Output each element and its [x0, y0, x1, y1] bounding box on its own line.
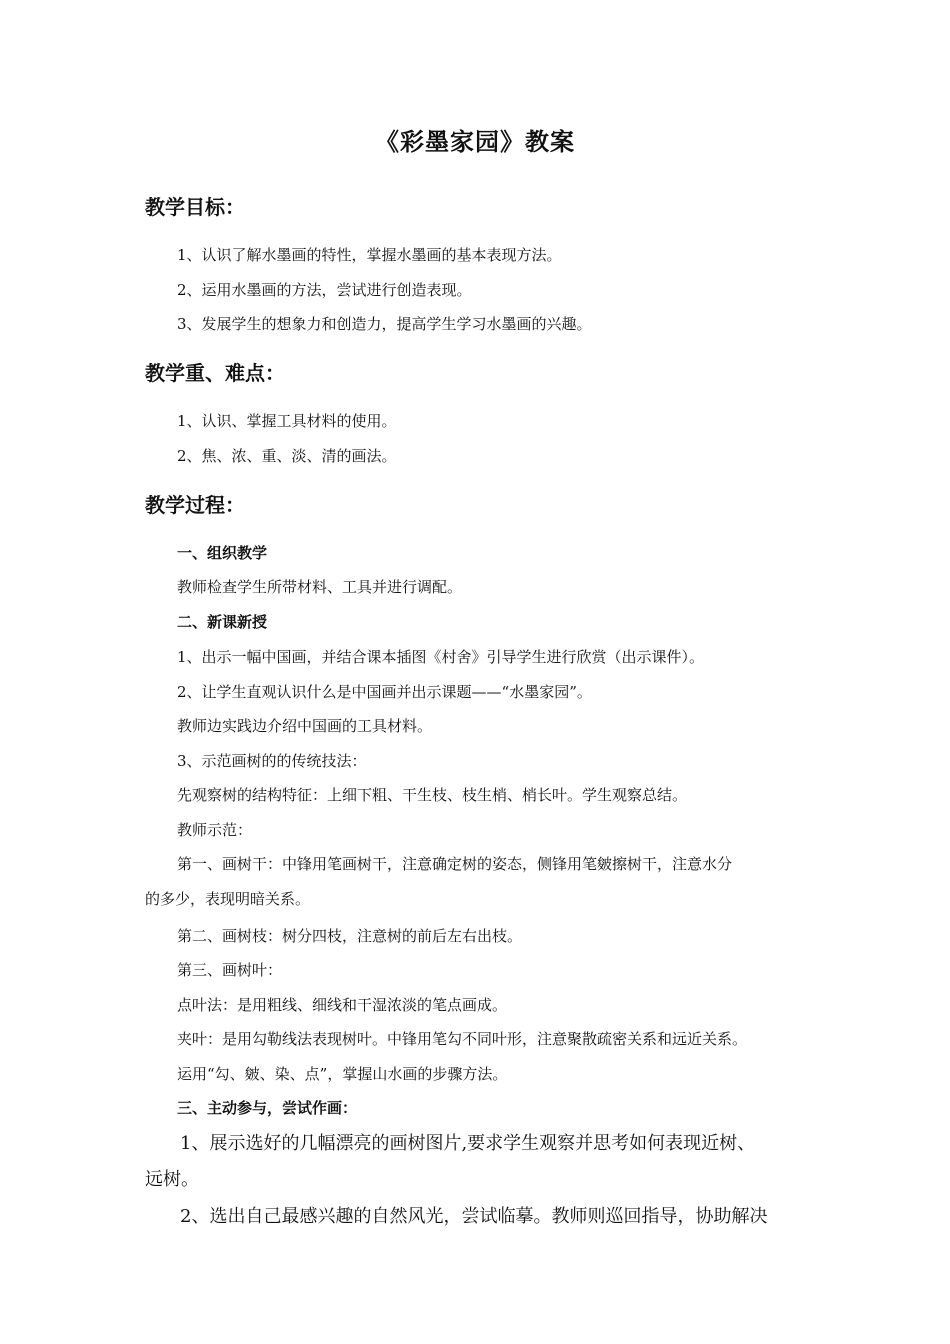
paragraph: 1、出示一幅中国画，并结合课本插图《村舍》引导学生进行欣赏（出示课件）。 [177, 648, 705, 666]
paragraph: 2、选出自己最感兴趣的自然风光，尝试临摹。教师则巡回指导，协助解决 [180, 1206, 768, 1227]
section-heading: 二、新课新授 [177, 613, 268, 631]
objective-item: 3、发展学生的想象力和创造力，提高学生学习水墨画的兴趣。 [177, 315, 592, 333]
paragraph: 先观察树的结构特征：上细下粗、干生枝、枝生梢、梢长叶。学生观察总结。 [177, 786, 688, 804]
paragraph: 第一、画树干：中锋用笔画树干，注意确定树的姿态，侧锋用笔皴擦树干，注意水分 [177, 855, 733, 873]
paragraph: 夹叶：是用勾勒线法表现树叶。中锋用笔勾不同叶形，注意聚散疏密关系和远近关系。 [177, 1030, 748, 1048]
paragraph: 1、展示选好的几幅漂亮的画树图片,要求学生观察并思考如何表现近树、 [180, 1133, 756, 1154]
objectives-heading: 教学目标： [145, 195, 245, 219]
paragraph: 运用“勾、皴、染、点”，掌握山水画的步骤方法。 [177, 1065, 508, 1083]
paragraph: 远树。 [145, 1169, 199, 1190]
section-heading: 三、主动参与，尝试作画： [177, 1099, 358, 1117]
process-heading: 教学过程： [145, 493, 245, 517]
section-heading: 一、组织教学 [177, 544, 268, 562]
paragraph: 第三、画树叶： [177, 961, 283, 979]
paragraph: 教师边实践边介绍中国画的工具材料。 [177, 717, 433, 735]
paragraph: 的多少，表现明暗关系。 [145, 890, 311, 908]
document-title: 《彩墨家园》教案 [375, 127, 575, 156]
paragraph: 教师示范： [177, 821, 253, 839]
paragraph: 第二、画树枝：树分四枝，注意树的前后左右出枝。 [177, 927, 523, 945]
paragraph: 2、让学生直观认识什么是中国画并出示课题——“水墨家园”。 [177, 683, 592, 701]
paragraph: 3、示范画树的的传统技法： [177, 752, 367, 770]
objective-item: 2、运用水墨画的方法，尝试进行创造表现。 [177, 281, 472, 299]
paragraph: 点叶法：是用粗线、细线和干湿浓淡的笔点画成。 [177, 996, 508, 1014]
paragraph: 教师检查学生所带材料、工具并进行调配。 [177, 578, 463, 596]
key-points-heading: 教学重、难点： [145, 361, 285, 385]
objective-item: 1、认识了解水墨画的特性，掌握水墨画的基本表现方法。 [177, 246, 562, 264]
key-point-item: 2、焦、浓、重、淡、清的画法。 [177, 447, 397, 465]
key-point-item: 1、认识、掌握工具材料的使用。 [177, 412, 397, 430]
